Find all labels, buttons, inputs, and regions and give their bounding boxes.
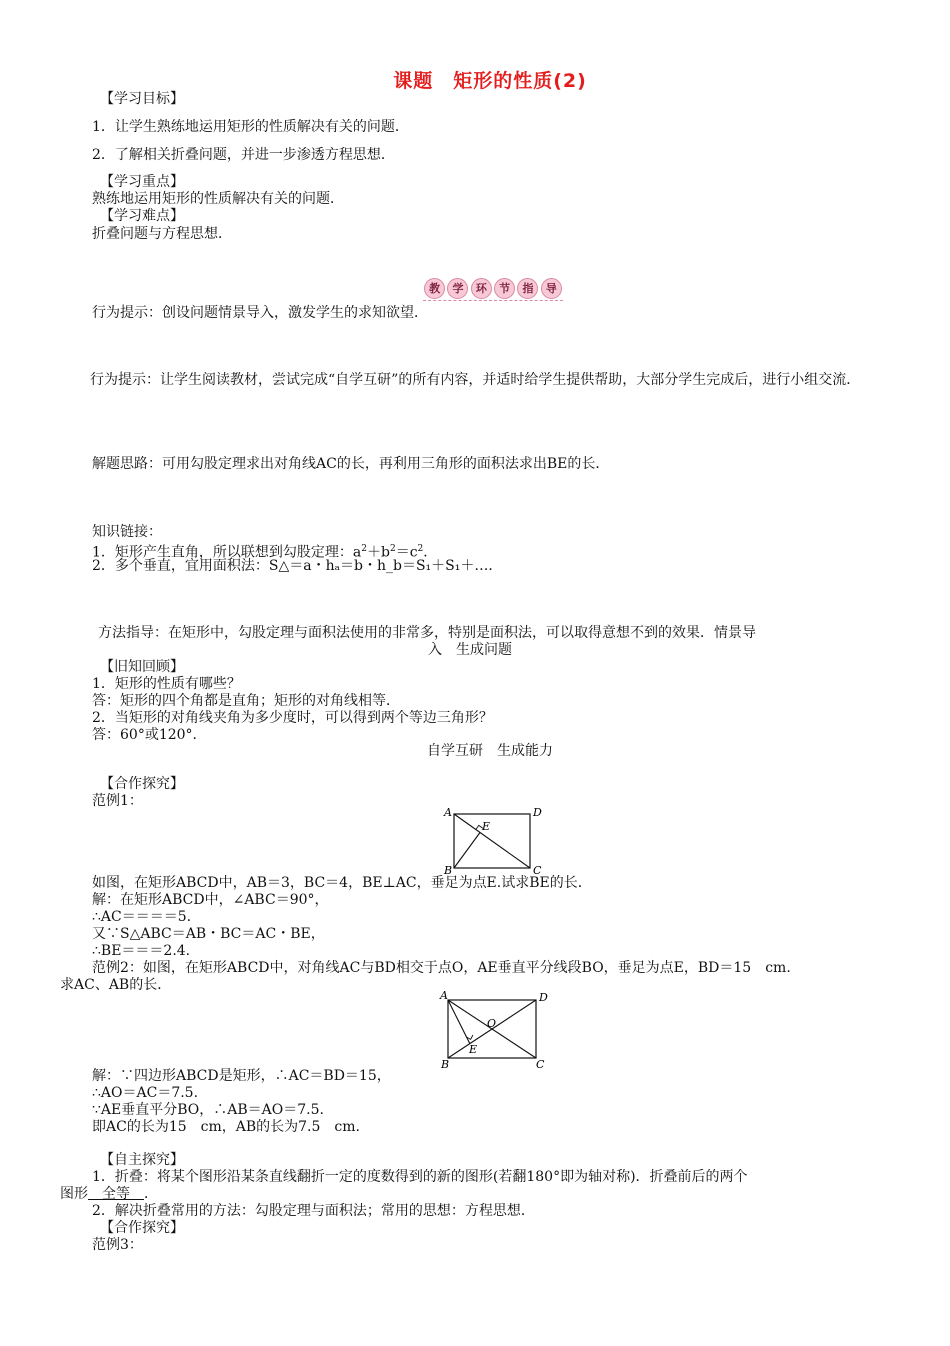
teaching-guide-banner: [423, 275, 563, 301]
page-title: 课题 矩形的性质(2): [393, 70, 587, 92]
figure-1-rectangle: [440, 804, 550, 876]
difficulty-heading: 【学习难点】: [100, 208, 184, 224]
objectives-heading: 【学习目标】: [100, 91, 184, 107]
banner-char: 导: [541, 278, 562, 299]
review-question-2: 2．当矩形的对角线夹角为多少度时，可以得到两个等边三角形？: [92, 710, 493, 726]
label-B: B: [441, 1058, 450, 1071]
diagonal-ac: [454, 814, 530, 868]
banner-char: 指: [517, 278, 538, 299]
coop-heading-2: 【合作探究】: [100, 1220, 184, 1236]
method-guide-line-1: 方法指导：在矩形中，勾股定理与面积法使用的非常多，特别是面积法，可以取得意想不到的效果．情景导: [98, 625, 756, 641]
knowledge-item-1: 1．矩形产生直角，所以联想到勾股定理：$a^2+b^2=c^2$．: [92, 544, 438, 561]
example-2-step-4: 即AC的长为15 cm，AB的长为7.5 cm.: [92, 1119, 360, 1135]
hint-1: 行为提示：创设问题情景导入，激发学生的求知欲望．: [92, 305, 428, 321]
coop-heading: 【合作探究】: [100, 776, 184, 792]
segment-be: [454, 833, 480, 869]
label-C: C: [536, 1058, 545, 1071]
self-explore-line-3: 2．解决折叠常用的方法：勾股定理与面积法；常用的思想：方程思想．: [92, 1203, 535, 1219]
label-E: E: [469, 1043, 478, 1056]
banner-char: 节: [494, 278, 515, 299]
banner-char: 环: [471, 278, 492, 299]
method-guide-line-2: 入 生成问题: [428, 642, 512, 658]
review-answer-1: 答：矩形的四个角都是直角；矩形的对角线相等．: [92, 693, 400, 709]
label-B: B: [444, 864, 453, 876]
difficulty-text: 折叠问题与方程思想．: [92, 226, 232, 242]
label-C: C: [533, 864, 542, 876]
banner-char: 教: [424, 278, 445, 299]
example-2-step-2: ∴AO＝AC＝7.5.: [92, 1085, 199, 1101]
hint-2: 行为提示：让学生阅读教材，尝试完成“自学互研”的所有内容，并适时给学生提供帮助，大部分学生完成后，进行小组交流．: [90, 372, 861, 388]
thinking-hint: 解题思路：可用勾股定理求出对角线AC的长，再利用三角形的面积法求出BE的长．: [92, 456, 610, 472]
section-heading-self-study: 自学互研 生成能力: [427, 743, 553, 759]
label-D: D: [539, 991, 548, 1004]
self-explore-heading: 【自主探究】: [100, 1152, 184, 1168]
figure-2-rectangle: [436, 988, 551, 1072]
self-explore-line-1: 1．折叠：将某个图形沿某条直线翻折一定的度数得到的新的图形(若翻180°即为轴对称)．折叠前后的两个: [92, 1169, 748, 1185]
label-A: A: [444, 806, 452, 819]
example-1-step-4: ∴BE＝＝＝2.4.: [92, 943, 191, 959]
review-question-1: 1．矩形的性质有哪些？: [92, 676, 241, 692]
example-2-line-2: 求AC、AB的长．: [60, 977, 172, 993]
objective-item-2: 2．了解相关折叠问题，并进一步渗透方程思想．: [92, 147, 395, 163]
review-heading: 【旧知回顾】: [100, 659, 184, 675]
self-explore-line-2: 图形 全等 ．: [60, 1186, 158, 1202]
banner-underline: [423, 300, 563, 301]
example-1-step-1: 解：在矩形ABCD中，∠ABC＝90°，: [92, 892, 329, 908]
example-1-step-2: ∴AC＝＝＝＝5.: [92, 909, 192, 925]
example-2-line-1: 范例2：如图，在矩形ABCD中，对角线AC与BD相交于点O，AE垂直平分线段BO，垂足为点E，BD＝15 cm.: [92, 960, 791, 976]
knowledge-heading: 知识链接：: [92, 524, 162, 540]
example-3-label: 范例3：: [92, 1237, 143, 1253]
key-point-heading: 【学习重点】: [100, 174, 184, 190]
example-2-step-1: 解：∵四边形ABCD是矩形，∴AC＝BD＝15，: [92, 1068, 391, 1084]
review-answer-2: 答：60°或120°．: [92, 727, 207, 743]
objective-item-1: 1．让学生熟练地运用矩形的性质解决有关的问题．: [92, 119, 409, 135]
label-E: E: [482, 820, 491, 833]
banner-char: 学: [447, 278, 468, 299]
example-1-label: 范例1：: [92, 793, 143, 809]
example-2-step-3: ∵AE垂直平分BO，∴AB＝AO＝7.5.: [92, 1102, 324, 1118]
knowledge-item-2: 2．多个垂直，宜用面积法：S△＝a・hₐ＝b・h_b＝S₁＋S₁＋…．: [92, 558, 503, 574]
label-O: O: [487, 1017, 497, 1030]
key-point-text: 熟练地运用矩形的性质解决有关的问题．: [92, 191, 344, 207]
label-A: A: [440, 989, 448, 1002]
label-D: D: [533, 806, 542, 819]
example-1-step-3: 又∵S△ABC＝AB・BC＝AC・BE，: [92, 926, 325, 942]
answer-blank: 全等: [88, 1186, 144, 1202]
example-1-question: 如图，在矩形ABCD中，AB＝3，BC＝4，BE⊥AC，垂足为点E.试求BE的长．: [92, 875, 592, 891]
